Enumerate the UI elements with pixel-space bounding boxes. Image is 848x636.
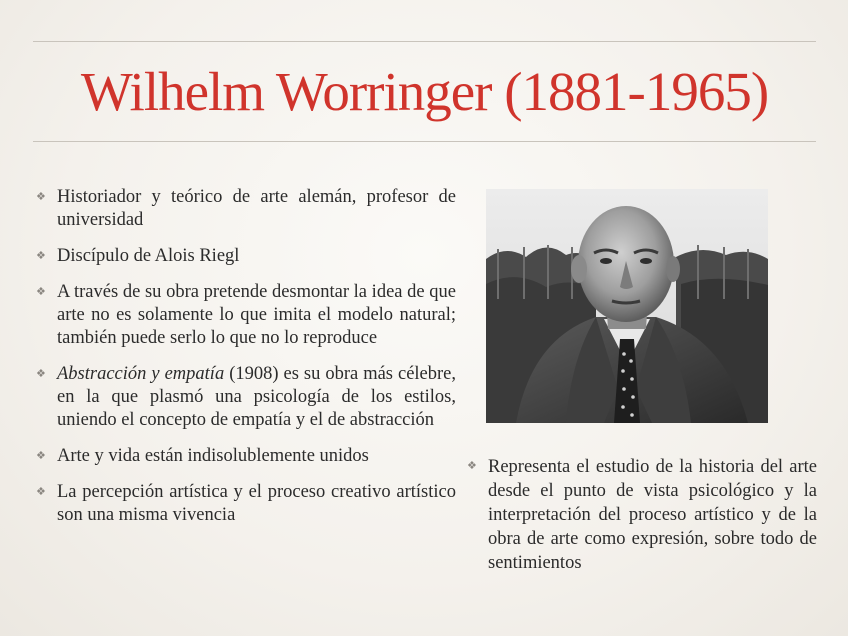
bullet-item xyxy=(36,186,456,232)
bullet-text: Historiador y teórico de arte alemán, profesor de universidad xyxy=(57,187,456,230)
title-top-rule xyxy=(33,41,816,42)
bullet-item xyxy=(36,445,456,468)
bullet-text: Representa el estudio de la historia del arte desde el punto de vista psicológico y la interpretación del proceso artístico y de la obra de arte como expresión, sobre todo de sentimientos xyxy=(488,457,817,573)
bullet-text: Arte y vida están indisolublemente unidos xyxy=(57,446,369,466)
bullet-item xyxy=(36,363,456,432)
bullet-icon: ❖ xyxy=(36,450,46,462)
bullet-item xyxy=(36,281,456,350)
bullet-item xyxy=(36,245,456,268)
left-bullet-list xyxy=(36,186,456,540)
bullet-item xyxy=(467,455,817,575)
bullet-icon: ❖ xyxy=(36,286,46,298)
book-title: Abstracción y empatía xyxy=(57,364,225,384)
portrait-illustration xyxy=(486,189,768,423)
right-bullet-list xyxy=(467,455,817,575)
slide-title: Wilhelm Worringer (1881-1965) xyxy=(80,61,769,122)
bullet-text: A través de su obra pretende desmontar la idea de que arte no es solamente lo que imita el modelo natural; también puede serlo lo que no lo reproduce xyxy=(57,282,456,348)
bullet-icon: ❖ xyxy=(36,368,46,380)
bullet-icon: ❖ xyxy=(36,250,46,262)
bullet-item xyxy=(36,481,456,527)
bullet-icon: ❖ xyxy=(36,486,46,498)
title-bottom-rule xyxy=(33,141,816,142)
bullet-icon: ❖ xyxy=(36,191,46,203)
bullet-text: La percepción artística y el proceso creativo artístico son una misma vivencia xyxy=(57,482,456,525)
bullet-text: (1908) es su obra más célebre, en la que plasmó una psicología de los estilos, uniendo el concepto de empatía y el de abstracción xyxy=(57,364,457,430)
portrait-photo xyxy=(486,189,768,423)
bullet-icon: ❖ xyxy=(467,460,477,472)
bullet-text: Discípulo de Alois Riegl xyxy=(57,246,240,266)
